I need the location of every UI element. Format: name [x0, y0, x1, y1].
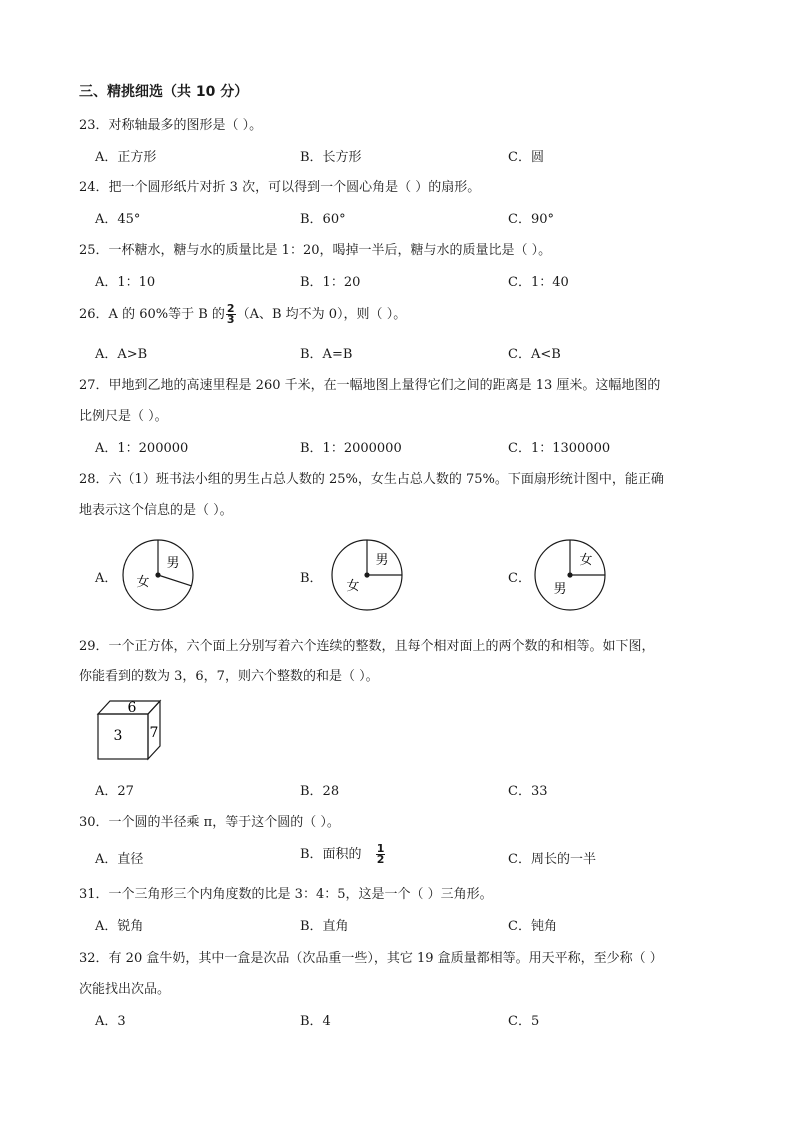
q30-fraction [376, 844, 386, 865]
q26-option-b[interactable]: B．A=B [300, 347, 353, 362]
question-23: 23．对称轴最多的图形是（ ）。 [79, 118, 263, 133]
question-25: 25．一杯糖水，糖与水的质量比是 1：20，喝掉一半后，糖与水的质量比是（ ）。 [79, 243, 552, 258]
q27-option-c[interactable]: C．1：1300000 [508, 441, 611, 456]
q32-option-a[interactable]: A．3 [95, 1014, 126, 1029]
q23-option-c[interactable]: C．圆 [508, 150, 544, 165]
q31-option-c[interactable]: C．钝角 [508, 919, 557, 934]
cube-figure [94, 698, 166, 762]
q28-option-a[interactable]: A． [95, 571, 118, 586]
pie-chart-a[interactable] [118, 535, 198, 615]
q29-option-a[interactable]: A．27 [95, 784, 134, 799]
q32-option-c[interactable]: C．5 [508, 1014, 540, 1029]
q26-text-before: 26．A 的 60%等于 B 的 [79, 307, 225, 322]
pie-a-big-label: 女 [136, 575, 150, 590]
q25-option-a[interactable]: A．1：10 [95, 275, 156, 290]
q26-fraction-numerator: 2 [226, 302, 235, 315]
q25-option-c[interactable]: C．1：40 [508, 275, 569, 290]
q29-option-c[interactable]: C．33 [508, 784, 548, 799]
q25-option-b[interactable]: B．1：20 [300, 275, 361, 290]
question-28-line2: 地表示这个信息的是（ ）。 [79, 503, 233, 518]
q30-option-b[interactable] [300, 843, 386, 865]
q24-option-c[interactable]: C．90° [508, 212, 554, 227]
pie-a-small-label: 男 [166, 556, 180, 571]
q26-option-a[interactable]: A．A>B [95, 347, 148, 362]
section-title: 三、精挑细选（共 10 分） [79, 84, 249, 100]
pie-chart-b[interactable] [327, 535, 407, 615]
question-31: 31．一个三角形三个内角度数的比是 3：4：5，这是一个（ ）三角形。 [79, 887, 493, 902]
question-27-line1: 27．甲地到乙地的高速里程是 260 千米，在一幅地图上量得它们之间的距离是 13 厘米。这幅地图的 [79, 378, 661, 393]
q30-fraction-numerator: 1 [376, 842, 385, 855]
pie-c-big-label: 男 [553, 582, 567, 597]
question-29-line2: 你能看到的数为 3，6，7，则六个整数的和是（ ）。 [79, 669, 379, 684]
question-30: 30．一个圆的半径乘 π，等于这个圆的（ ）。 [79, 815, 340, 830]
q30-option-c[interactable]: C．周长的一半 [508, 852, 596, 867]
q26-option-c[interactable]: C．A<B [508, 347, 561, 362]
q26-fraction [226, 304, 236, 325]
q23-option-a[interactable]: A．正方形 [95, 150, 157, 165]
q30-option-a[interactable]: A．直径 [95, 852, 144, 867]
q27-option-b[interactable]: B．1：2000000 [300, 441, 402, 456]
q30-option-b-text: B．面积的 [300, 847, 362, 862]
pie-c-small-label: 女 [579, 553, 593, 568]
q23-option-b[interactable]: B．长方形 [300, 150, 362, 165]
q30-fraction-denominator: 2 [376, 853, 385, 866]
question-32-line2: 次能找出次品。 [79, 982, 171, 997]
cube-front-number: 3 [113, 728, 123, 744]
q28-option-b[interactable]: B． [300, 571, 323, 586]
question-29-line1: 29．一个正方体，六个面上分别写着六个连续的整数，且每个相对面上的两个数的和相等。如下图， [79, 639, 655, 654]
q26-text-after: （A、B 均不为 0），则（ ）。 [236, 307, 407, 322]
pie-b-big-label: 女 [346, 579, 360, 594]
q31-option-b[interactable]: B．直角 [300, 919, 349, 934]
q24-option-a[interactable]: A．45° [95, 212, 141, 227]
cube-side-number: 7 [149, 725, 159, 741]
question-27-line2: 比例尺是（ ）。 [79, 409, 168, 424]
q27-option-a[interactable]: A．1：200000 [95, 441, 189, 456]
q26-fraction-denominator: 3 [226, 313, 235, 326]
question-26 [79, 303, 406, 325]
question-28-line1: 28．六（1）班书法小组的男生占总人数的 25%，女生占总人数的 75%。下面扇形统计图中，能正确 [79, 472, 664, 487]
pie-b-small-label: 男 [375, 553, 389, 568]
q32-option-b[interactable]: B．4 [300, 1014, 331, 1029]
pie-chart-c[interactable] [530, 535, 610, 615]
question-32-line1: 32．有 20 盒牛奶，其中一盒是次品（次品重一些），其它 19 盒质量都相等。用天平称，至少称（ ） [79, 951, 663, 966]
question-24: 24．把一个圆形纸片对折 3 次，可以得到一个圆心角是（ ）的扇形。 [79, 180, 481, 195]
q24-option-b[interactable]: B．60° [300, 212, 346, 227]
q31-option-a[interactable]: A．锐角 [95, 919, 144, 934]
q28-option-c[interactable]: C． [508, 571, 531, 586]
cube-top-number: 6 [127, 700, 137, 716]
q29-option-b[interactable]: B．28 [300, 784, 340, 799]
